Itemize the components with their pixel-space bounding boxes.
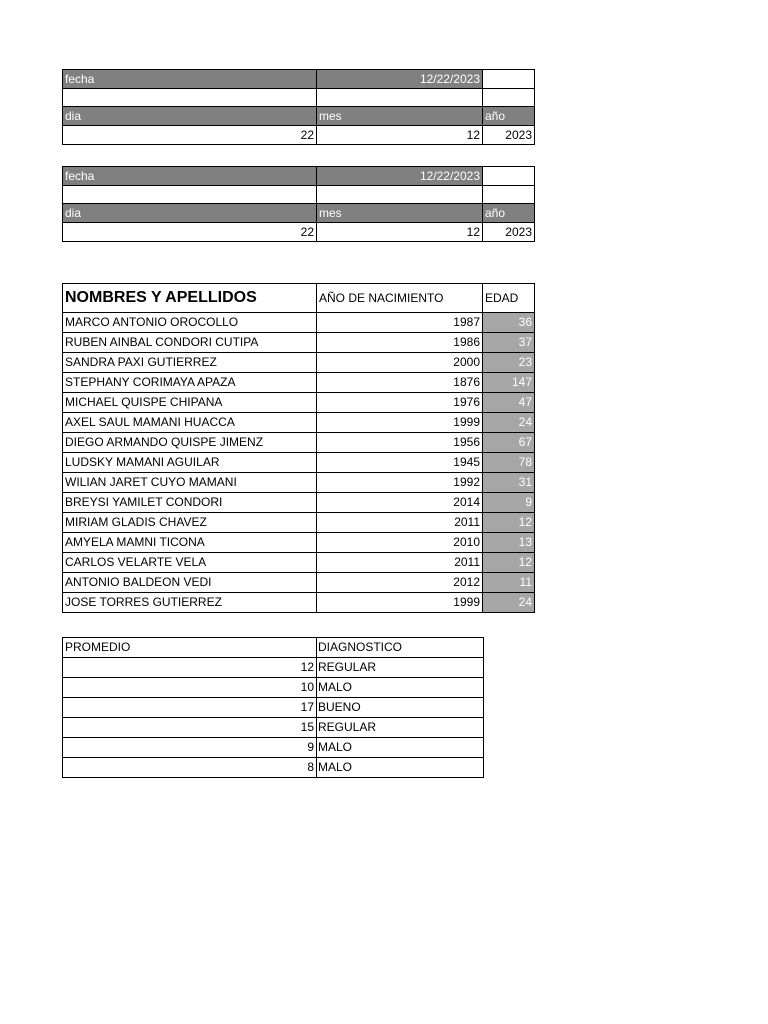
table-row — [63, 313, 535, 333]
age-value: 24 — [483, 413, 535, 433]
person-name: WILIAN JARET CUYO MAMANI — [63, 473, 317, 493]
table-row — [63, 533, 535, 553]
diagnostico-value: MALO — [317, 758, 484, 778]
diagnostico-value: BUENO — [317, 698, 484, 718]
person-name: AMYELA MAMNI TICONA — [63, 533, 317, 553]
birth-year: 1945 — [317, 453, 483, 473]
age-value: 78 — [483, 453, 535, 473]
person-name: STEPHANY CORIMAYA APAZA — [63, 373, 317, 393]
dia-value: 22 — [63, 223, 317, 242]
birth-year: 2000 — [317, 353, 483, 373]
person-name: LUDSKY MAMANI AGUILAR — [63, 453, 317, 473]
person-name: ANTONIO BALDEON VEDI — [63, 573, 317, 593]
promedio-value: 8 — [63, 758, 317, 778]
table-row — [63, 393, 535, 413]
table-row — [63, 658, 484, 678]
anio-label: año — [483, 204, 535, 223]
people-table — [62, 283, 535, 613]
fecha-row — [63, 167, 535, 186]
age-value: 47 — [483, 393, 535, 413]
table-row — [63, 493, 535, 513]
age-value: 9 — [483, 493, 535, 513]
person-name: CARLOS VELARTE VELA — [63, 553, 317, 573]
birth-year: 1987 — [317, 313, 483, 333]
diagnostico-value: REGULAR — [317, 718, 484, 738]
age-value: 24 — [483, 593, 535, 613]
birth-year: 1976 — [317, 393, 483, 413]
date-parts-header-row — [63, 107, 535, 126]
dia-label: dia — [63, 107, 317, 126]
empty-cell — [63, 89, 317, 107]
age-value: 12 — [483, 553, 535, 573]
person-name: DIEGO ARMANDO QUISPE JIMENZ — [63, 433, 317, 453]
anio-value: 2023 — [483, 126, 535, 145]
dia-label: dia — [63, 204, 317, 223]
promedio-header-row — [63, 638, 484, 658]
mes-value: 12 — [317, 223, 483, 242]
empty-cell — [483, 186, 535, 204]
date-parts-header-row — [63, 204, 535, 223]
birth-year: 1999 — [317, 413, 483, 433]
person-name: MARCO ANTONIO OROCOLLO — [63, 313, 317, 333]
fecha-row — [63, 70, 535, 89]
age-value: 37 — [483, 333, 535, 353]
age-value: 11 — [483, 573, 535, 593]
promedio-value: 17 — [63, 698, 317, 718]
table-row — [63, 373, 535, 393]
fecha-label: fecha — [63, 167, 317, 186]
date-block-1 — [62, 69, 535, 145]
mes-value: 12 — [317, 126, 483, 145]
promedio-value: 10 — [63, 678, 317, 698]
birth-year: 2014 — [317, 493, 483, 513]
person-name: RUBEN AINBAL CONDORI CUTIPA — [63, 333, 317, 353]
table-row — [63, 333, 535, 353]
birth-year: 2010 — [317, 533, 483, 553]
dia-value: 22 — [63, 126, 317, 145]
birth-year: 1956 — [317, 433, 483, 453]
table-row — [63, 758, 484, 778]
mes-label: mes — [317, 107, 483, 126]
mes-label: mes — [317, 204, 483, 223]
people-header-row — [63, 284, 535, 313]
table-row — [63, 433, 535, 453]
table-row — [63, 413, 535, 433]
diagnostico-value: MALO — [317, 678, 484, 698]
table-row — [63, 698, 484, 718]
diagnostico-value: MALO — [317, 738, 484, 758]
date-block-2 — [62, 166, 535, 242]
table-row — [63, 513, 535, 533]
table-row — [63, 678, 484, 698]
table-row — [63, 453, 535, 473]
empty-cell — [63, 186, 317, 204]
age-value: 13 — [483, 533, 535, 553]
birth-year: 1999 — [317, 593, 483, 613]
table-row — [63, 353, 535, 373]
age-value: 23 — [483, 353, 535, 373]
date-parts-row — [63, 126, 535, 145]
birth-year: 2012 — [317, 573, 483, 593]
age-value: 31 — [483, 473, 535, 493]
date-parts-row — [63, 223, 535, 242]
promedio-value: 15 — [63, 718, 317, 738]
person-name: AXEL SAUL MAMANI HUACCA — [63, 413, 317, 433]
promedio-table — [62, 637, 484, 778]
person-name: MICHAEL QUISPE CHIPANA — [63, 393, 317, 413]
birth-year: 2011 — [317, 553, 483, 573]
empty-cell — [317, 186, 483, 204]
birth-year-column-header: AÑO DE NACIMIENTO — [317, 284, 483, 313]
fecha-value: 12/22/2023 — [317, 167, 483, 186]
fecha-label: fecha — [63, 70, 317, 89]
birth-year: 1992 — [317, 473, 483, 493]
table-row — [63, 573, 535, 593]
birth-year: 2011 — [317, 513, 483, 533]
anio-value: 2023 — [483, 223, 535, 242]
empty-cell — [483, 70, 535, 89]
fecha-value: 12/22/2023 — [317, 70, 483, 89]
age-value: 36 — [483, 313, 535, 333]
age-value: 67 — [483, 433, 535, 453]
diagnostico-column-header: DIAGNOSTICO — [317, 638, 484, 658]
table-row — [63, 473, 535, 493]
age-value: 12 — [483, 513, 535, 533]
empty-cell — [483, 89, 535, 107]
diagnostico-value: REGULAR — [317, 658, 484, 678]
table-row — [63, 738, 484, 758]
anio-label: año — [483, 107, 535, 126]
person-name: SANDRA PAXI GUTIERREZ — [63, 353, 317, 373]
table-row — [63, 593, 535, 613]
promedio-value: 12 — [63, 658, 317, 678]
age-column-header: EDAD — [483, 284, 535, 313]
birth-year: 1986 — [317, 333, 483, 353]
empty-cell — [483, 167, 535, 186]
age-value: 147 — [483, 373, 535, 393]
birth-year: 1876 — [317, 373, 483, 393]
name-column-header: NOMBRES Y APELLIDOS — [63, 284, 317, 313]
person-name: MIRIAM GLADIS CHAVEZ — [63, 513, 317, 533]
blank-row — [63, 186, 535, 204]
promedio-column-header: PROMEDIO — [63, 638, 317, 658]
blank-row — [63, 89, 535, 107]
person-name: BREYSI YAMILET CONDORI — [63, 493, 317, 513]
promedio-value: 9 — [63, 738, 317, 758]
table-row — [63, 553, 535, 573]
table-row — [63, 718, 484, 738]
person-name: JOSE TORRES GUTIERREZ — [63, 593, 317, 613]
empty-cell — [317, 89, 483, 107]
